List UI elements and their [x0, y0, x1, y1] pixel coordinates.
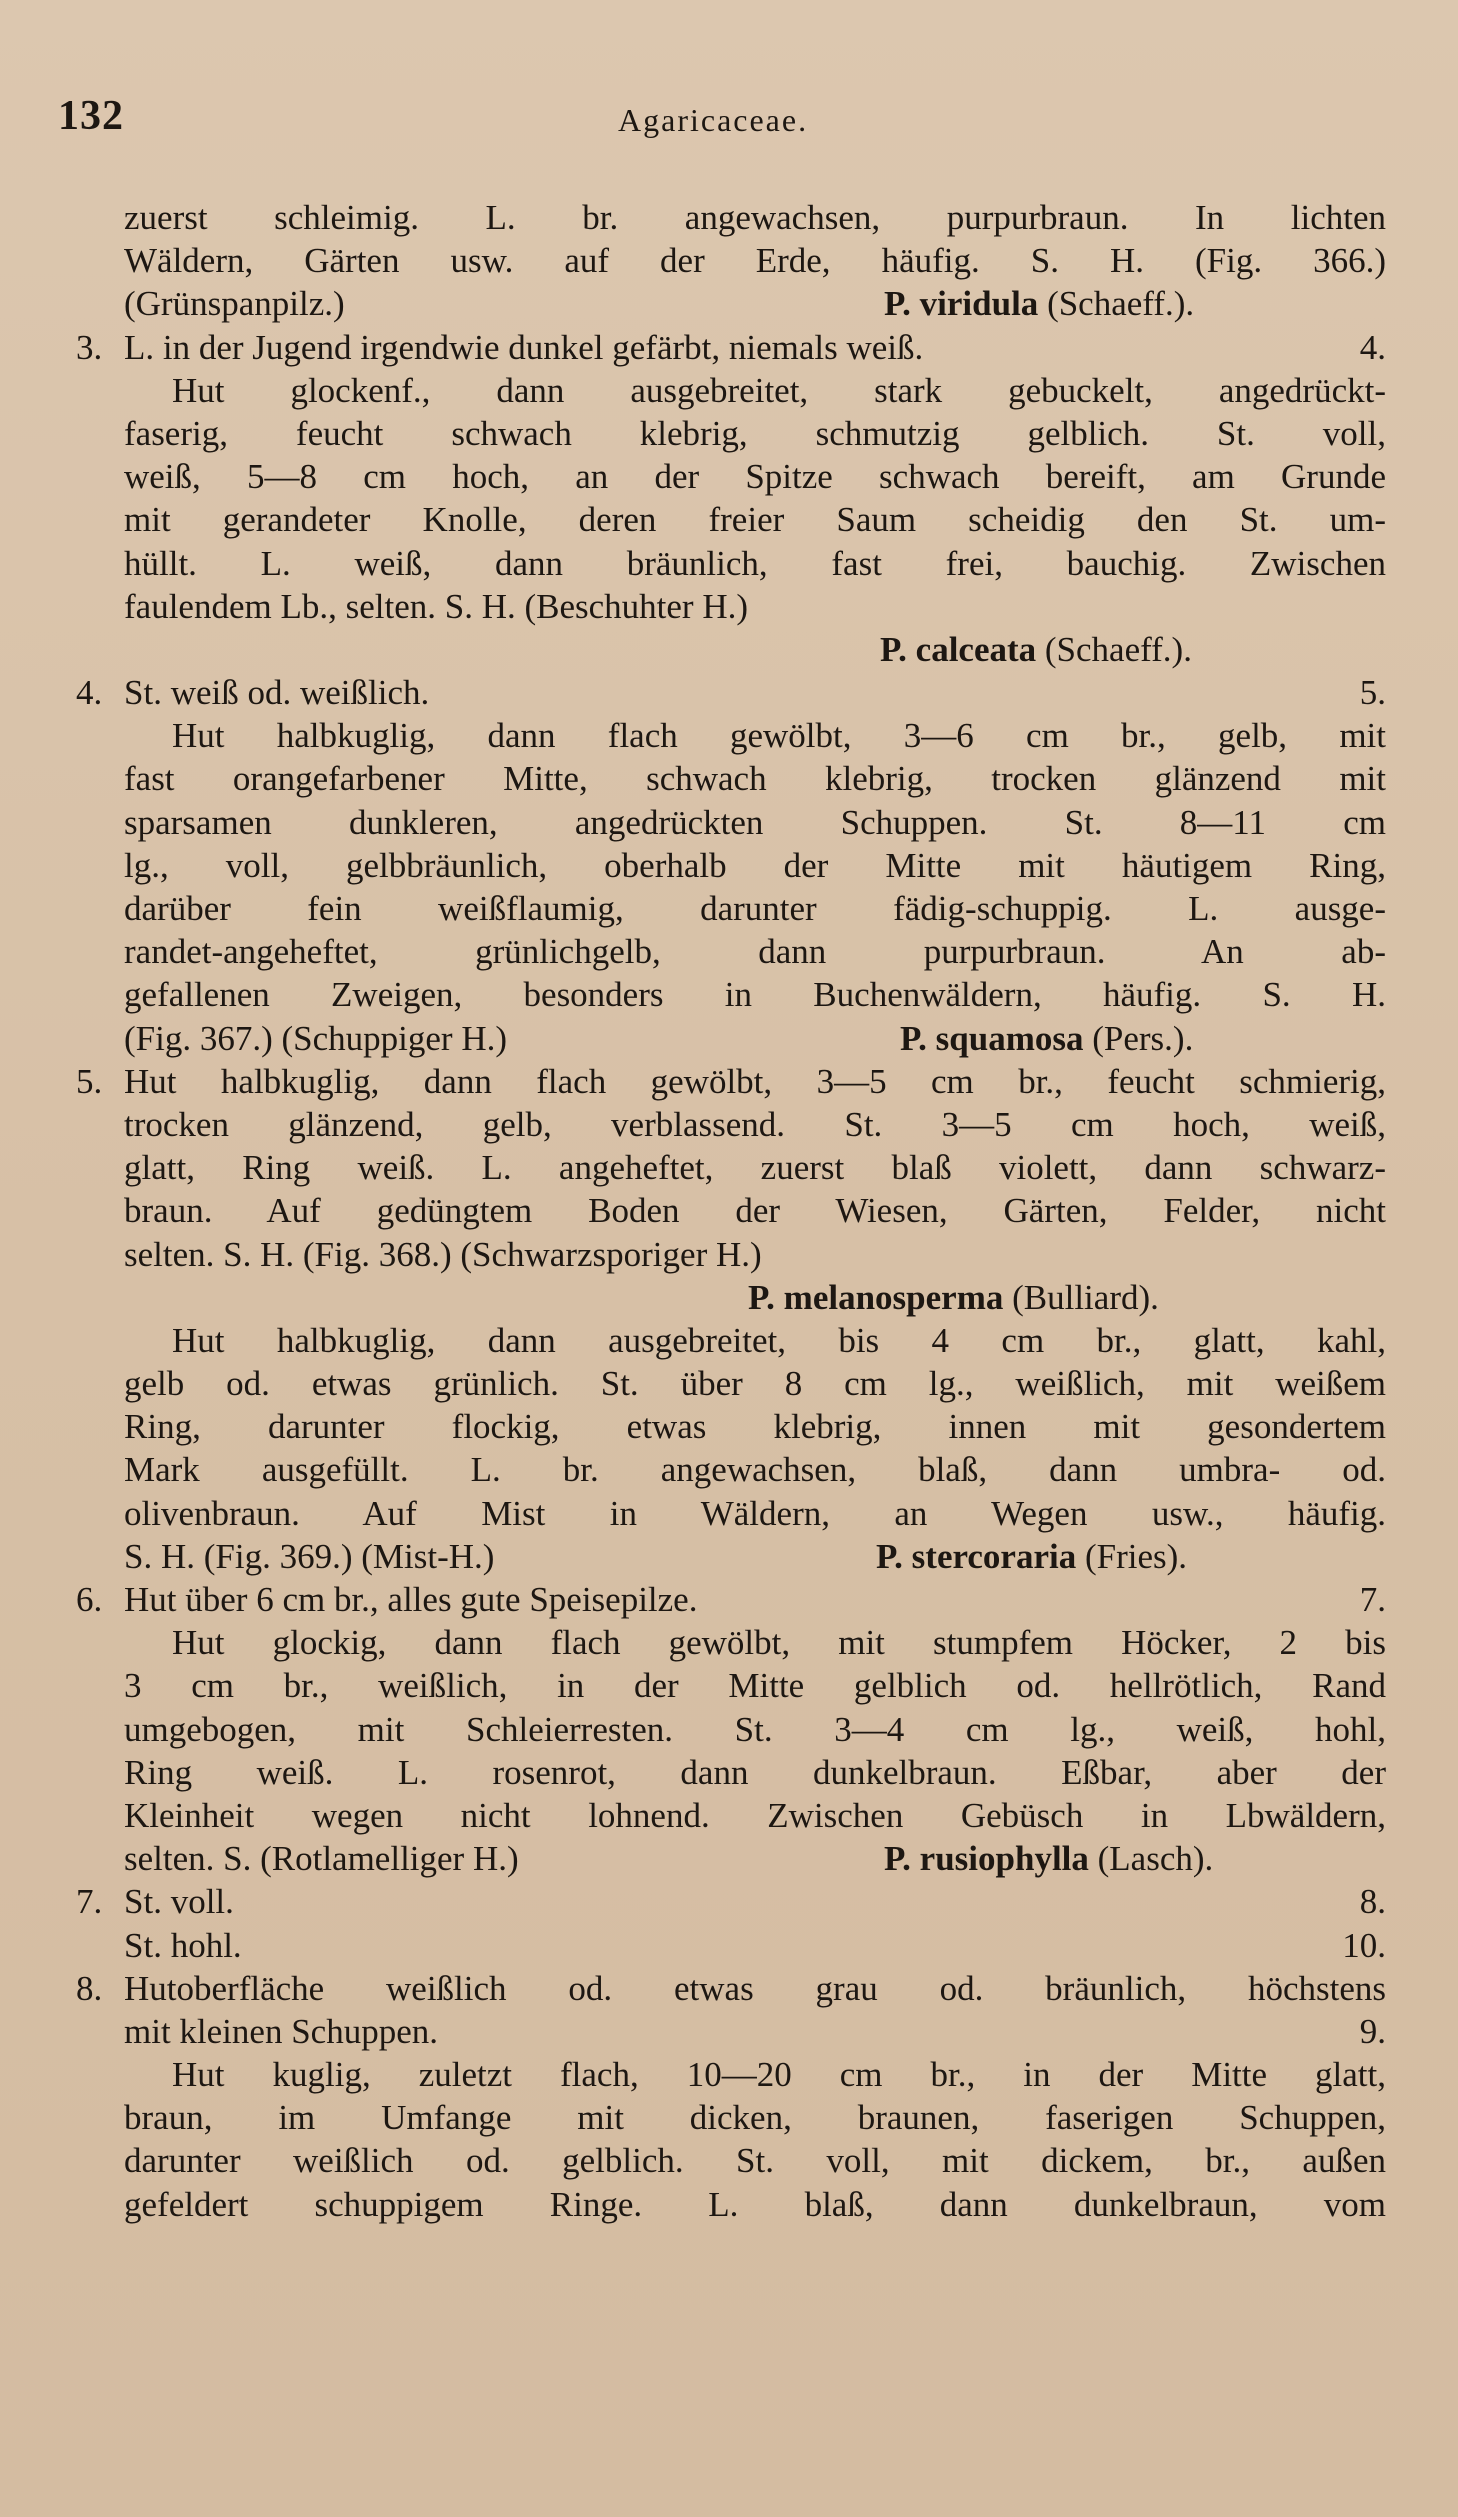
- line-text: St. hohl.: [124, 1925, 242, 1965]
- line-text: braun, im Umfange mit dicken, braunen, faserigen Schuppen,: [124, 2098, 1386, 2138]
- text-line: [124, 282, 1386, 325]
- text-line: [124, 973, 1386, 1016]
- species-name: [884, 1837, 1213, 1880]
- line-text: glatt, Ring weiß. L. angeheftet, zuerst blaß violett, dann schwarz-: [124, 1148, 1386, 1188]
- line-text: Hut halbkuglig, dann flach gewölbt, 3—5 cm br., feucht schmierig,: [124, 1061, 1386, 1101]
- text-line: [124, 628, 1386, 671]
- text-line: [124, 2010, 1386, 2053]
- text-line: [124, 844, 1386, 887]
- text-line: [124, 1708, 1386, 1751]
- key-reference: 4.: [1359, 327, 1386, 367]
- text-line: [124, 1017, 1386, 1060]
- line-text: St. voll.: [124, 1882, 234, 1922]
- species-binomial: P. viridula: [884, 284, 1039, 324]
- species-author: (Schaeff.).: [1038, 284, 1195, 324]
- key-reference: 9.: [1359, 2011, 1386, 2051]
- species-binomial: P. melanosperma: [748, 1277, 1004, 1317]
- line-text: Kleinheit wegen nicht lohnend. Zwischen Gebüsch in Lbwäldern,: [124, 1795, 1386, 1835]
- text-line: [124, 1794, 1386, 1837]
- species-binomial: P. rusiophylla: [884, 1839, 1089, 1879]
- text-line: [124, 930, 1386, 973]
- page-body: [76, 196, 1386, 2226]
- text-line: [124, 1751, 1386, 1794]
- line-text: Hut glockenf., dann ausgebreitet, stark gebuckelt, angedrückt-: [172, 370, 1386, 410]
- line-text: sparsamen dunkleren, angedrückten Schuppen. St. 8—11 cm: [124, 802, 1386, 842]
- line-text: fast orangefarbener Mitte, schwach klebrig, trocken glänzend mit: [124, 759, 1386, 799]
- key-number: 8.: [76, 1968, 103, 2008]
- line-text: Hut halbkuglig, dann flach gewölbt, 3—6 cm br., gelb, mit: [172, 716, 1386, 756]
- species-author: (Schaeff.).: [1036, 629, 1192, 669]
- line-text: lg., voll, gelbbräunlich, oberhalb der Mitte mit häutigem Ring,: [124, 845, 1386, 885]
- line-text: darunter weißlich od. gelblich. St. voll, mit dickem, br., außen: [124, 2141, 1386, 2181]
- key-reference: 8.: [1359, 1882, 1386, 1922]
- text-line: [124, 1405, 1386, 1448]
- species-name: [876, 1535, 1187, 1578]
- text-line: [124, 1319, 1386, 1362]
- line-text: umgebogen, mit Schleierresten. St. 3—4 cm lg., weiß, hohl,: [124, 1709, 1386, 1749]
- species-name: [884, 282, 1194, 325]
- running-head: Agaricaceae.: [618, 102, 809, 138]
- line-text: gefeldert schuppigem Ringe. L. blaß, dann dunkelbraun, vom: [124, 2184, 1386, 2224]
- text-line: [124, 239, 1386, 282]
- text-line: [124, 412, 1386, 455]
- key-number: 6.: [76, 1580, 103, 1619]
- text-line: [124, 542, 1386, 585]
- line-text: olivenbraun. Auf Mist in Wäldern, an Wegen usw., häufig.: [124, 1493, 1386, 1533]
- text-line: [124, 2183, 1386, 2226]
- text-line: [124, 1189, 1386, 1232]
- species-binomial: P. squamosa: [900, 1018, 1084, 1058]
- line-text: weiß, 5—8 cm hoch, an der Spitze schwach bereift, am Grunde: [124, 457, 1386, 497]
- page-header: [58, 92, 1398, 152]
- text-line: [76, 326, 1386, 369]
- line-text: (Fig. 367.) (Schuppiger H.): [124, 1018, 508, 1058]
- line-text: Hut über 6 cm br., alles gute Speisepilze.: [124, 1580, 698, 1619]
- line-text: hüllt. L. weiß, dann bräunlich, fast frei, bauchig. Zwischen: [124, 543, 1386, 583]
- text-line: [124, 1837, 1386, 1880]
- text-line: [76, 671, 1386, 714]
- species-binomial: P. calceata: [880, 629, 1037, 669]
- text-line: [124, 1535, 1386, 1578]
- key-reference: 5.: [1359, 673, 1386, 713]
- species-author: (Pers.).: [1083, 1018, 1194, 1058]
- line-text: Mark ausgefüllt. L. br. angewachsen, blaß, dann umbra- od.: [124, 1450, 1386, 1490]
- species-author: (Lasch).: [1088, 1839, 1214, 1879]
- line-text: Ring weiß. L. rosenrot, dann dunkelbraun. Eßbar, aber der: [124, 1752, 1386, 1792]
- line-text: braun. Auf gedüngtem Boden der Wiesen, Gärten, Felder, nicht: [124, 1191, 1386, 1231]
- line-text: faserig, feucht schwach klebrig, schmutzig gelblich. St. voll,: [124, 413, 1386, 453]
- text-line: [124, 369, 1386, 412]
- line-text: 3 cm br., weißlich, in der Mitte gelblich od. hellrötlich, Rand: [124, 1666, 1386, 1706]
- text-line: [124, 585, 1386, 628]
- line-text: selten. S. H. (Fig. 368.) (Schwarzsporiger H.): [124, 1234, 762, 1274]
- text-line: [124, 1621, 1386, 1664]
- text-line: [124, 1276, 1386, 1319]
- line-text: St. weiß od. weißlich.: [124, 673, 430, 713]
- line-text: Ring, darunter flockig, etwas klebrig, innen mit gesondertem: [124, 1407, 1386, 1447]
- text-line: [124, 2053, 1386, 2096]
- page-number: 132: [58, 93, 124, 139]
- line-text: darüber fein weißflaumig, darunter fädig-schuppig. L. ausge-: [124, 889, 1386, 928]
- line-text: Hut halbkuglig, dann ausgebreitet, bis 4 cm br., glatt, kahl,: [172, 1320, 1386, 1360]
- key-reference: 10.: [1342, 1925, 1386, 1965]
- line-text: gelb od. etwas grünlich. St. über 8 cm lg., weißlich, mit weißem: [124, 1364, 1386, 1404]
- text-line: [124, 714, 1386, 757]
- line-text: Wäldern, Gärten usw. auf der Erde, häufig. S. H. (Fig. 366.): [124, 241, 1386, 281]
- text-line: [124, 1664, 1386, 1707]
- species-name: [748, 1276, 1159, 1319]
- line-text: mit gerandeter Knolle, deren freier Saum scheidig den St. um-: [124, 500, 1386, 540]
- text-line: [124, 1448, 1386, 1491]
- text-line: [124, 887, 1386, 930]
- text-line: [76, 1578, 1386, 1621]
- line-text: Hutoberfläche weißlich od. etwas grau od. bräunlich, höchstens: [124, 1968, 1386, 2008]
- text-line: [124, 1103, 1386, 1146]
- text-line: [124, 455, 1386, 498]
- text-line: [76, 1060, 1386, 1103]
- text-line: [124, 498, 1386, 541]
- line-text: Hut kuglig, zuletzt flach, 10—20 cm br., in der Mitte glatt,: [172, 2055, 1386, 2095]
- text-line: [124, 1233, 1386, 1276]
- text-line: [76, 1967, 1386, 2010]
- text-line: [124, 2096, 1386, 2139]
- text-line: [124, 801, 1386, 844]
- line-text: mit kleinen Schuppen.: [124, 2011, 438, 2051]
- key-number: 5.: [76, 1061, 103, 1101]
- text-line: [124, 1924, 1386, 1967]
- text-line: [124, 196, 1386, 239]
- line-text: selten. S. (Rotlamelliger H.): [124, 1839, 519, 1879]
- text-line: [124, 1146, 1386, 1189]
- line-text: trocken glänzend, gelb, verblassend. St. 3—5 cm hoch, weiß,: [124, 1104, 1386, 1144]
- key-number: 4.: [76, 673, 103, 713]
- line-text: (Grünspanpilz.): [124, 284, 345, 324]
- species-name: [880, 628, 1192, 671]
- line-text: gefallenen Zweigen, besonders in Buchenwäldern, häufig. S. H.: [124, 975, 1386, 1015]
- species-author: (Bulliard).: [1003, 1277, 1159, 1317]
- text-line: [124, 1362, 1386, 1405]
- text-line: [76, 1880, 1386, 1923]
- text-line: [124, 2139, 1386, 2182]
- species-name: [900, 1017, 1193, 1060]
- line-text: zuerst schleimig. L. br. angewachsen, purpurbraun. In lichten: [124, 198, 1386, 237]
- line-text: Hut glockig, dann flach gewölbt, mit stumpfem Höcker, 2 bis: [172, 1623, 1386, 1663]
- line-text: L. in der Jugend irgendwie dunkel gefärbt, niemals weiß.: [124, 327, 924, 367]
- text-line: [124, 757, 1386, 800]
- text-line: [124, 1492, 1386, 1535]
- line-text: randet-angeheftet, grünlichgelb, dann purpurbraun. An ab-: [124, 932, 1386, 972]
- species-binomial: P. stercoraria: [876, 1536, 1077, 1576]
- key-reference: 7.: [1359, 1580, 1386, 1619]
- key-number: 7.: [76, 1882, 103, 1922]
- line-text: S. H. (Fig. 369.) (Mist-H.): [124, 1536, 495, 1576]
- key-number: 3.: [76, 327, 103, 367]
- species-author: (Fries).: [1076, 1536, 1188, 1576]
- line-text: faulendem Lb., selten. S. H. (Beschuhter H.): [124, 586, 749, 626]
